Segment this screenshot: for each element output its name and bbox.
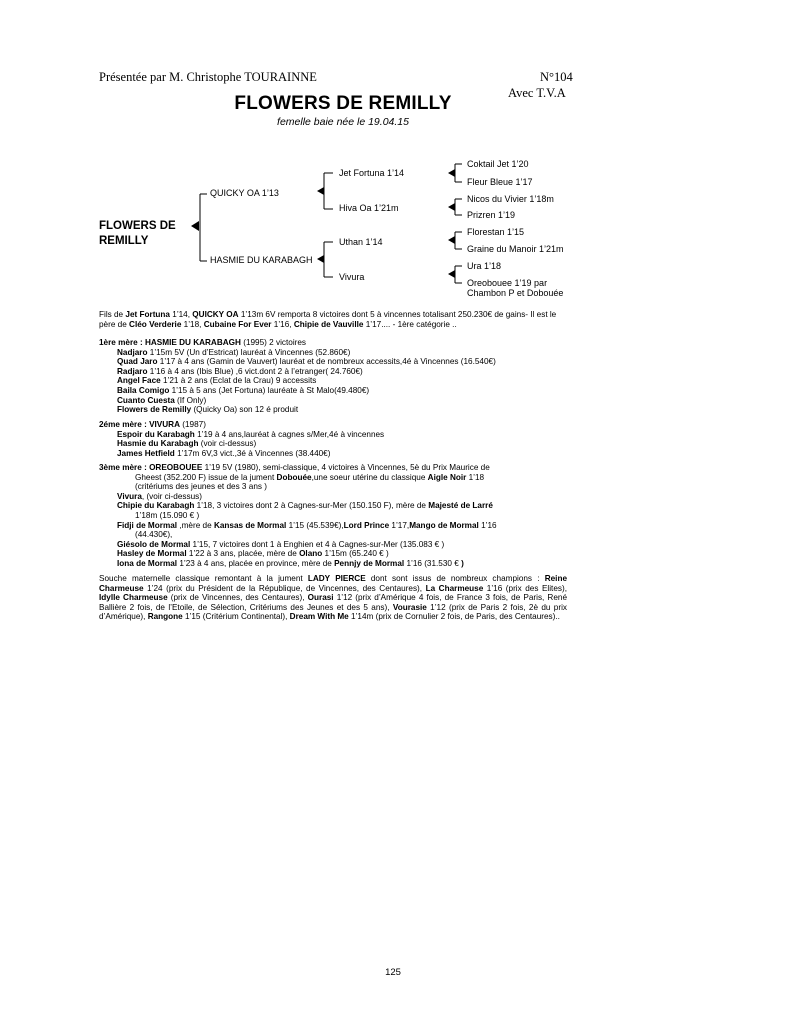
horse-name: Olano — [299, 549, 323, 559]
pedigree-gen3-4: Prizren 1’19 — [467, 210, 516, 220]
first-dam-heading — [99, 338, 567, 348]
text: Fils de — [99, 310, 126, 319]
sire-paragraph — [99, 310, 567, 329]
horse-name: Baila Comigo — [117, 385, 170, 395]
horse-name: Jet Fortuna — [125, 310, 170, 319]
list-item — [99, 492, 567, 502]
text: 1’18, 3 victoires dont 2 à Cagnes-sur-Mer (150.150 F), mère de — [194, 501, 429, 511]
text: Souche maternelle classique remontant à la jument — [99, 574, 308, 583]
list-item — [99, 405, 567, 415]
list-item — [99, 449, 567, 459]
horse-name: Quad Jaro — [117, 357, 158, 367]
text: 1’16 — [478, 520, 497, 530]
pedigree-gen3-8-line2: Chambon P et Dobouée — [467, 288, 564, 298]
text: 1’17.... - 1ère catégorie .. — [363, 319, 457, 329]
horse-name: Vourasie — [392, 602, 427, 612]
list-item — [99, 396, 567, 406]
third-dam-line2 — [99, 473, 567, 483]
text: (1987) — [180, 420, 206, 429]
pedigree-sire-sire: Jet Fortuna 1’14 — [339, 168, 405, 178]
text: Gheest (352.200 F) issue de la jument — [135, 472, 277, 482]
text: ,mère de — [177, 520, 214, 530]
text: ,une soeur utérine du classique — [311, 472, 428, 482]
horse-name: Dobouée — [276, 472, 312, 482]
horse-name: Dream With Me — [289, 612, 349, 622]
text: 1’22 à 3 ans, placée, mère de — [186, 549, 300, 559]
text: 1’16 (31.530 € — [404, 558, 462, 568]
horse-name: Hasmie du Karabagh — [117, 439, 199, 449]
text: (If Only) — [174, 395, 207, 405]
pedigree-gen3-7: Ura 1’18 — [467, 261, 502, 271]
horse-name: Pennjy de Mormal — [334, 558, 405, 568]
list-item — [99, 559, 567, 569]
horse-subtitle: femelle baie née le 19.04.15 — [277, 116, 409, 128]
second-dam-section — [99, 420, 567, 458]
pedigree-gen3-2: Fleur Bleue 1’17 — [467, 177, 533, 187]
text: 1’12 (prix de Paris 2 fois, 2è du prix d’Amérique), — [99, 602, 567, 622]
horse-name: Kansas de Mormal — [213, 520, 287, 530]
list-item — [99, 501, 567, 511]
maternal-line-paragraph — [99, 574, 567, 622]
horse-name: Espoir du Karabagh — [117, 429, 195, 439]
horse-name: Chipie du Karabagh — [117, 501, 195, 511]
text: 1’15m 5V (Un d’Estricat) lauréat à Vincennes (52.860€) — [147, 347, 351, 357]
third-dam-section — [99, 463, 567, 569]
text: 1’17, — [389, 520, 410, 530]
text: 1’17m 6V,3 vict.,3é à Vincennes (38.440€) — [174, 448, 331, 458]
pedigree-subject-line2: REMILLY — [99, 235, 149, 247]
horse-name: Reine Charmeuse — [99, 574, 567, 593]
second-dam-heading — [99, 420, 567, 430]
text: (Quicky Oa) son 12 é produit — [191, 405, 299, 415]
text: 1’12 (prix d’Amérique 4 fois, de France 3 fois, de Paris, René Ballière 2 fois, de l’Etoile, de Sélection, Critériums des Jeunes et des 5 ans), — [99, 593, 567, 612]
horse-name: Angel Face — [117, 376, 161, 386]
third-dam-heading — [99, 463, 567, 473]
pedigree-gen3-8-line1: Oreobouee 1’19 par — [467, 278, 548, 288]
horse-name: Cléo Verderie — [129, 319, 182, 329]
pedigree-gen3-1: Coktail Jet 1’20 — [467, 159, 529, 169]
text: 1’16 à 4 ans (Ibis Blue) ,6 vict.dont 2 à l’etranger( 24.760€) — [147, 366, 363, 376]
text: ) — [461, 558, 464, 568]
pedigree-gen3-5: Florestan 1’15 — [467, 227, 525, 237]
text: 1’18 — [466, 472, 485, 482]
list-item — [99, 376, 567, 386]
horse-name: La Charmeuse — [425, 583, 484, 593]
pedigree-dam-dam: Vivura — [339, 272, 365, 282]
horse-name: QUICKY OA — [192, 310, 239, 319]
horse-name: Radjaro — [117, 366, 148, 376]
text: 1’24 (prix du Président de la République, de Vincennes, des Centaures), — [143, 583, 426, 593]
list-item — [99, 540, 567, 550]
text: 1’16 (prix des Elites), — [483, 583, 567, 593]
horse-name: Idylle Charmeuse — [99, 593, 168, 603]
lot-number: N°104 — [540, 70, 573, 84]
heading-name: 2éme mère : VIVURA — [99, 420, 180, 429]
horse-name: Vivura — [117, 491, 142, 501]
pedigree-subject — [99, 219, 176, 249]
presenter-line: Présentée par M. Christophe TOURAINNE — [99, 70, 317, 84]
pedigree-gen3-6: Graine du Manoir 1’21m — [467, 244, 564, 254]
text: , (voir ci-dessus) — [141, 491, 202, 501]
list-item-continuation: (44.430€), — [135, 530, 173, 540]
text: 1’17 à 4 ans (Gamin de Vauvert) lauréat et de nombreux accessits,4é à Vincennes (16.540€) — [157, 357, 496, 367]
text: (1995) 2 victoires — [240, 338, 307, 347]
text: 1’14m (prix de Cornulier 2 fois, de Paris, des Centaures).. — [348, 612, 560, 622]
horse-name: Aigle Noir — [427, 472, 467, 482]
horse-name: Cubaine For Ever — [203, 319, 272, 329]
text: 1’13m 6V remporta 8 victoires dont 5 à vincennes totalisant 250.230€ de gains- Il est le père de — [99, 310, 557, 329]
list-item — [99, 521, 567, 531]
text: 1’16, — [271, 319, 294, 329]
list-item — [99, 348, 567, 358]
horse-name: Giésolo de Mormal — [117, 539, 191, 549]
text: 1’15m (65.240 € ) — [322, 549, 389, 559]
text: 1’15, 7 victoires dont 1 à Enghien et 4 à Cagnes-sur-Mer (135.083 € ) — [190, 539, 445, 549]
list-item — [99, 439, 567, 449]
first-dam-section — [99, 338, 567, 415]
pedigree-dam: HASMIE DU KARABAGH — [210, 255, 313, 265]
horse-name: Ourasi — [307, 593, 334, 603]
heading-name: 3ème mère : OREOBOUEE — [99, 463, 203, 472]
text: 1’18, — [181, 319, 204, 329]
horse-name: Mango de Mormal — [409, 520, 479, 530]
text: 1’19 5V (1980), semi-classique, 4 victoires à Vincennes, 5è du Prix Maurice de — [202, 463, 490, 472]
third-dam-line3: (critériums des jeunes et des 3 ans ) — [135, 482, 267, 492]
horse-name: Iona de Mormal — [117, 558, 178, 568]
text: 1’15 à 5 ans (Jet Fortuna) lauréate à St Malo(49.480€) — [169, 385, 370, 395]
heading-name: 1ère mère : HASMIE DU KARABAGH — [99, 338, 241, 347]
horse-name: James Hetfield — [117, 448, 175, 458]
text: 1’23 à 4 ans, placée en province, mère de — [177, 558, 335, 568]
list-item — [99, 549, 567, 559]
pedigree-subject-line1: FLOWERS DE — [99, 220, 176, 232]
text: (prix de Vincennes, des Centaures), — [167, 593, 308, 603]
pedigree-dam-sire: Uthan 1’14 — [339, 237, 383, 247]
vat-note: Avec T.V.A — [508, 86, 566, 100]
list-item — [99, 386, 567, 396]
pedigree-gen3-3: Nicos du Vivier 1’18m — [467, 194, 554, 204]
text: (voir ci-dessus) — [198, 439, 257, 449]
list-item — [99, 357, 567, 367]
page-number: 125 — [385, 967, 401, 978]
list-item — [99, 430, 567, 440]
horse-name: Rangone — [147, 612, 183, 622]
text: 1’15 (45.539€), — [286, 520, 344, 530]
horse-name: Hasley de Mormal — [117, 549, 187, 559]
text: 1’21 à 2 ans (Eclat de la Crau) 9 accessits — [160, 376, 317, 386]
text: 1’14, — [169, 310, 193, 319]
horse-name: Lord Prince — [343, 520, 390, 530]
horse-name: Flowers de Remilly — [117, 405, 192, 415]
text: dont sont issus de nombreux champions : — [365, 574, 545, 583]
pedigree-gen3-8 — [467, 278, 563, 298]
list-item — [99, 367, 567, 377]
pedigree-sire-dam: Hiva Oa 1’21m — [339, 203, 399, 213]
text: 1’19 à 4 ans,lauréat à cagnes s/Mer,4é à vincennes — [194, 429, 385, 439]
horse-name: LADY PIERCE — [307, 574, 366, 583]
horse-name: Cuanto Cuesta — [117, 395, 175, 405]
horse-name: Nadjaro — [117, 347, 148, 357]
pedigree-lines — [0, 0, 791, 320]
horse-name: Majesté de Larré — [428, 501, 493, 511]
horse-title: FLOWERS DE REMILLY — [234, 93, 452, 114]
horse-name: Chipie de Vauville — [293, 319, 364, 329]
list-item-continuation: 1’18m (15.090 € ) — [135, 510, 200, 520]
horse-name: Fidji de Mormal — [117, 520, 178, 530]
pedigree-sire: QUICKY OA 1’13 — [210, 188, 279, 198]
text: 1’15 (Critérium Continental), — [182, 612, 290, 622]
